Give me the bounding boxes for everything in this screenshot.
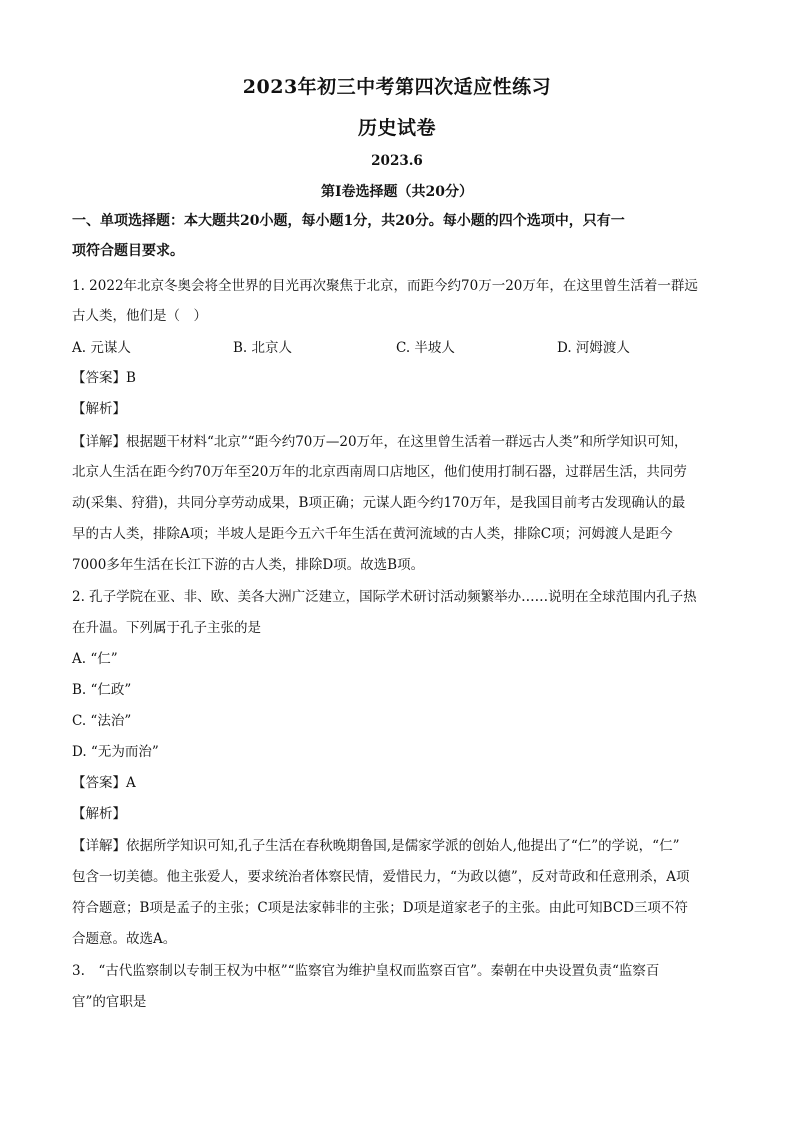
q2-analysis-label: 【解析】 (72, 806, 126, 822)
q1-option-a: A. 元谋人 (72, 340, 131, 356)
exam-date: 2023.6 (371, 153, 423, 169)
exam-subject: 历史试卷 (357, 117, 436, 139)
q2-detail-line-4: 合题意。故选A。 (72, 931, 177, 947)
part-heading: 第Ⅰ卷选择题（共20分） (320, 184, 474, 200)
q1-detail-line-2: 北京人生活在距今约70万年至20万年的北京西南周口店地区，他们使用打制石器，过群居生活，共同劳 (72, 464, 687, 480)
q2-detail-line-3: 符合题意；B项是孟子的主张；C项是法家韩非的主张；D项是道家老子的主张。由此可知BCD三项不符 (72, 900, 688, 916)
q2-option-c: C. “法治” (72, 713, 132, 729)
q1-detail-line-1: 【详解】根据题干材料“北京”“距今约70万—20万年，在这里曾生活着一群远古人类”和所学知识可知， (72, 434, 688, 450)
q2-detail-line-1: 【详解】依据所学知识可知,孔子生活在春秋晚期鲁国,是儒家学派的创始人,他提出了“仁”的学说，“仁” (72, 838, 680, 854)
q1-answer: 【答案】B (72, 370, 136, 386)
q2-option-a: A. “仁” (72, 651, 118, 667)
q1-analysis-label: 【解析】 (72, 401, 126, 417)
q2-stem-line-1: 2. 孔子学院在亚、非、欧、美各大洲广泛建立，国际学术研讨活动频繁举办……说明在全球范围内孔子热 (72, 589, 697, 605)
exam-title: 2023年初三中考第四次适应性练习 (242, 76, 552, 98)
q1-detail-line-3: 动(采集、狩猎)，共同分享劳动成果，B项正确；元谋人距今约170万年，是我国目前考古发现确认的最 (72, 495, 686, 511)
q1-option-c: C. 半坡人 (396, 340, 455, 356)
q3-stem-line-2: 官”的官职是 (72, 994, 147, 1010)
q2-option-d: D. “无为而治” (72, 744, 159, 760)
q1-option-d: D. 河姆渡人 (557, 340, 630, 356)
instructions-line-1: 一、单项选择题：本大题共20小题，每小题1分，共20分。每小题的四个选项中，只有一 (72, 213, 625, 229)
q1-option-b: B. 北京人 (233, 340, 293, 356)
q1-detail-line-5: 7000多年生活在长江下游的古人类，排除D项。故选B项。 (72, 557, 425, 573)
q3-stem-line-1: 3. “古代监察制以专制王权为中枢”“监察官为维护皇权而监察百官”。秦朝在中央设置负责“监察百 (72, 963, 660, 979)
q2-option-b: B. “仁政” (72, 682, 132, 698)
q2-detail-line-2: 包含一切美德。他主张爱人，要求统治者体察民情，爱惜民力，“为政以德”，反对苛政和任意刑杀，A项 (72, 869, 690, 885)
q1-stem-line-1: 1. 2022年北京冬奥会将全世界的目光再次聚焦于北京，而距今约70万一20万年，在这里曾生活着一群远 (72, 278, 698, 294)
q2-stem-line-2: 在升温。下列属于孔子主张的是 (72, 620, 261, 636)
instructions-line-2: 项符合题目要求。 (72, 243, 184, 259)
q1-stem-line-2: 古人类，他们是（ ） (72, 308, 207, 324)
q1-detail-line-4: 早的古人类，排除A项；半坡人是距今五六千年生活在黄河流域的古人类，排除C项；河姆渡人是距今 (72, 526, 673, 542)
q2-answer: 【答案】A (72, 775, 136, 791)
